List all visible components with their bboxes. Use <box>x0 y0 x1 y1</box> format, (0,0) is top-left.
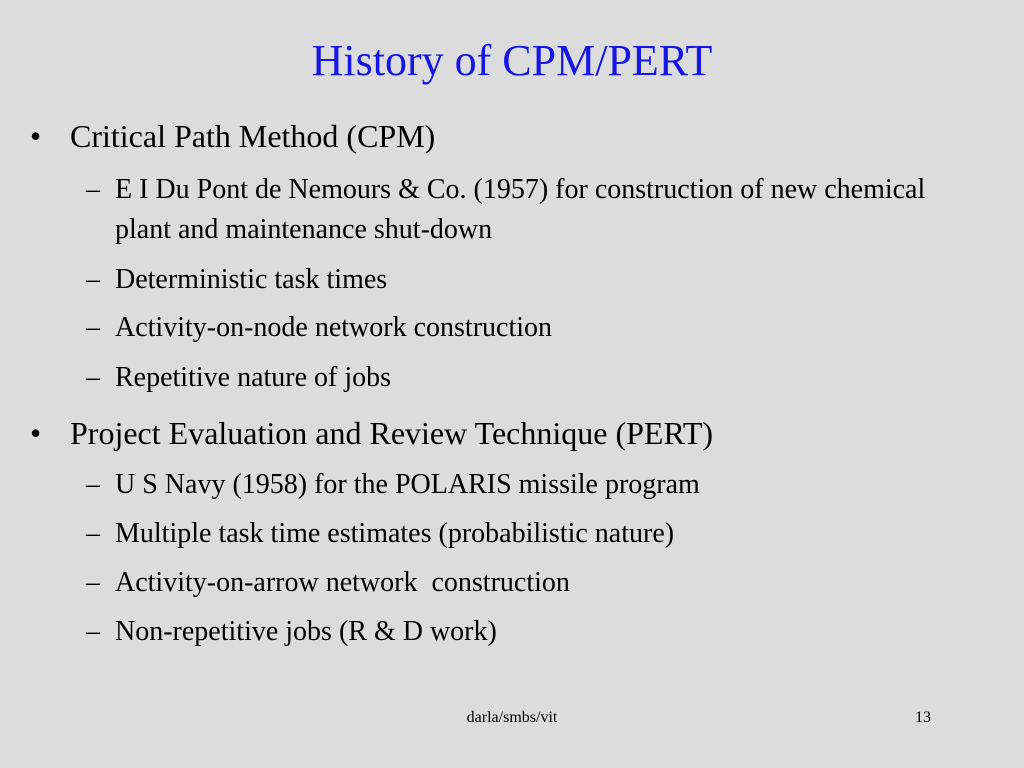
section-heading-cpm <box>30 116 435 156</box>
bullet-marker: • <box>30 415 42 451</box>
list-item <box>86 612 986 652</box>
list-item-text: Deterministic task times <box>115 264 388 295</box>
list-item <box>86 514 986 554</box>
list-item-text: Activity-on-node network construction <box>115 312 553 343</box>
section-heading-text: Project Evaluation and Review Technique (PERT) <box>70 415 714 451</box>
bullet-marker: • <box>30 118 42 154</box>
page-number: 13 <box>915 709 931 726</box>
dash-marker: – <box>86 264 100 295</box>
list-item-text: Non-repetitive jobs (R & D work) <box>115 616 497 647</box>
list-item-text: Activity-on-arrow network construction <box>115 567 570 598</box>
list-item-text: U S Navy (1958) for the POLARIS missile program <box>115 469 700 500</box>
list-item-text: E I Du Pont de Nemours & Co. (1957) for construction of new chemical plant and maintenance shut-down <box>115 174 926 245</box>
dash-marker: – <box>86 469 100 500</box>
footer-author: darla/smbs/vit <box>466 709 558 726</box>
dash-marker: – <box>86 616 100 647</box>
list-item <box>86 170 986 250</box>
slide-title: History of CPM/PERT <box>311 36 713 85</box>
list-item <box>86 308 986 348</box>
section-heading-pert <box>30 413 713 453</box>
list-item-text: Multiple task time estimates (probabilistic nature) <box>115 518 675 549</box>
list-item-text: Repetitive nature of jobs <box>115 362 392 393</box>
list-item <box>86 260 986 300</box>
section-heading-text: Critical Path Method (CPM) <box>70 118 436 154</box>
dash-marker: – <box>86 312 100 343</box>
dash-marker: – <box>86 362 100 393</box>
list-item <box>86 563 986 603</box>
dash-marker: – <box>86 567 100 598</box>
list-item <box>86 465 986 505</box>
dash-marker: – <box>86 518 100 549</box>
dash-marker: – <box>86 174 100 205</box>
list-item <box>86 358 986 398</box>
